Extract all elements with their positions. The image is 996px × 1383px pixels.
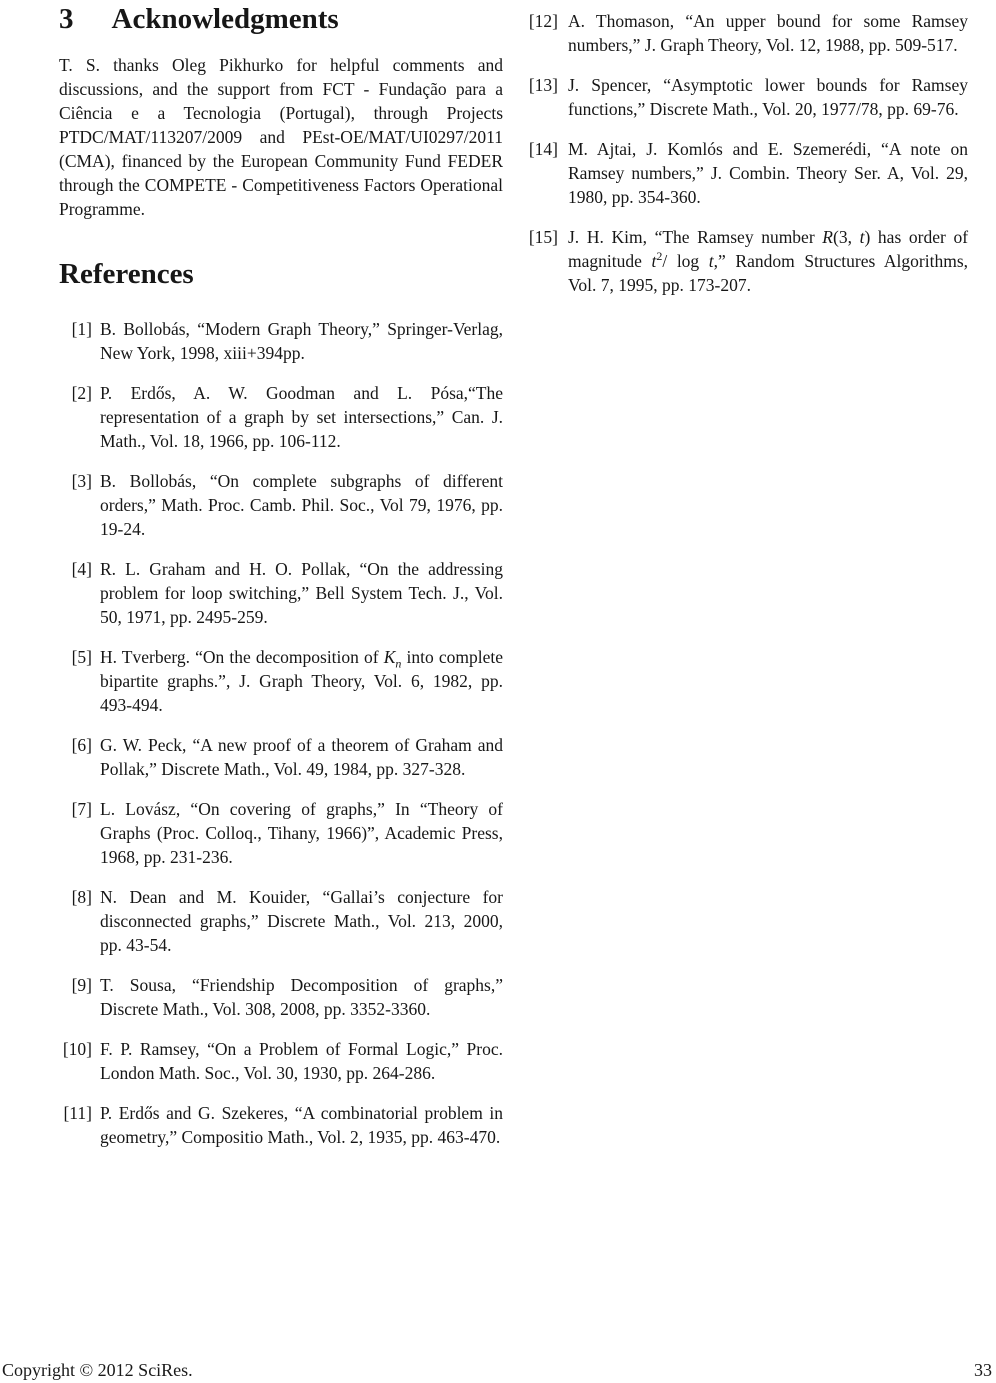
reference-item: [55, 973, 503, 1021]
reference-text: A. Thomason, “An upper bound for some Ramsey numbers,” J. Graph Theory, Vol. 12, 1988, pp. 509-517.: [568, 11, 968, 55]
reference-item: [55, 469, 503, 541]
reference-item: [55, 1101, 503, 1149]
section-title: Acknowledgments: [111, 3, 339, 35]
reference-item: [55, 317, 503, 365]
reference-label: [7]: [71, 798, 92, 819]
reference-text: M. Ajtai, J. Komlós and E. Szemerédi, “A note on Ramsey numbers,” J. Combin. Theory Ser. A, Vol. 29, 1980, pp. 354-360.: [568, 139, 968, 207]
copyright-text: Copyright © 2012 SciRes.: [2, 1360, 193, 1380]
reference-label: [15]: [528, 227, 558, 247]
reference-text: N. Dean and M. Kouider, “Gallai’s conjecture for disconnected graphs,” Discrete Math., Vol. 213, 2000, pp. 43-54.: [100, 886, 503, 955]
reference-label: [5]: [71, 646, 92, 667]
reference-label: [1]: [71, 318, 92, 339]
reference-item: [520, 9, 968, 57]
reference-text: J. Spencer, “Asymptotic lower bounds for Ramsey functions,” Discrete Math., Vol. 20, 1977/78, pp. 69-76.: [568, 75, 968, 119]
reference-item: [55, 797, 503, 869]
reference-text: P. Erdős and G. Szekeres, “A combinatorial problem in geometry,” Compositio Math., Vol. 2, 1935, pp. 463-470.: [100, 1102, 503, 1147]
section-number: 3: [59, 3, 74, 35]
reference-label: [4]: [71, 558, 92, 579]
acknowledgments-paragraph: T. S. thanks Oleg Pikhurko for helpful comments and discussions, and the support from FCT - Fundação para a Ciência e a Tecnologia (Portugal), through Projects PTDC/MAT/113207/2009 and PEst-OE/MAT/UI0297/2011 (CMA), financed by the European Community Fund FEDER through the COMPETE - Competitiveness Factors Operational Programme.: [59, 54, 503, 219]
reference-text: J. H. Kim, “The Ramsey number R(3, t) has order of magnitude $t^2/$ log t,” Random Structures Algorithms, Vol. 7, 1995, pp. 173-207.: [568, 227, 969, 295]
reference-text: P. Erdős, A. W. Goodman and L. Pósa,“The representation of a graph by set intersections,” Can. J. Math., Vol. 18, 1966, pp. 106-112.: [100, 382, 503, 451]
page-footer: [2, 1360, 992, 1380]
reference-item: [520, 225, 968, 297]
reference-text: R. L. Graham and H. O. Pollak, “On the addressing problem for loop switching,” Bell System Tech. J., Vol. 50, 1971, pp. 2495-259.: [100, 558, 503, 627]
reference-label: [12]: [528, 11, 558, 31]
two-column-layout: [59, 4, 968, 1165]
reference-text: T. Sousa, “Friendship Decomposition of graphs,” Discrete Math., Vol. 308, 2008, pp. 3352-3360.: [100, 974, 503, 1019]
reference-item: [55, 557, 503, 629]
reference-list-right: [520, 9, 968, 297]
reference-list-left: [59, 317, 503, 1149]
reference-item: [55, 885, 503, 957]
reference-item: [55, 645, 503, 717]
reference-label: [10]: [62, 1038, 92, 1059]
right-column: [520, 4, 968, 313]
reference-text: L. Lovász, “On covering of graphs,” In “Theory of Graphs (Proc. Colloq., Tihany, 1966)”, Academic Press, 1968, pp. 231-236.: [100, 798, 503, 867]
reference-text: F. P. Ramsey, “On a Problem of Formal Logic,” Proc. London Math. Soc., Vol. 30, 1930, pp. 264-286.: [100, 1038, 503, 1083]
reference-text: H. Tverberg. “On the decomposition of $K_n$ into complete bipartite graphs.”, J. Graph Theory, Vol. 6, 1982, pp. 493-494.: [100, 646, 503, 715]
reference-label: [9]: [71, 974, 92, 995]
reference-label: [13]: [528, 75, 558, 95]
page-number: 33: [974, 1360, 992, 1380]
reference-label: [11]: [63, 1102, 92, 1123]
reference-text: B. Bollobás, “On complete subgraphs of different orders,” Math. Proc. Camb. Phil. Soc., Vol 79, 1976, pp. 19-24.: [100, 470, 503, 539]
reference-item: [520, 137, 968, 209]
reference-item: [55, 733, 503, 781]
reference-item: [55, 381, 503, 453]
left-column: [59, 4, 503, 1165]
reference-label: [2]: [71, 382, 92, 403]
reference-text: G. W. Peck, “A new proof of a theorem of Graham and Pollak,” Discrete Math., Vol. 49, 1984, pp. 327-328.: [100, 734, 503, 779]
reference-text: B. Bollobás, “Modern Graph Theory,” Springer-Verlag, New York, 1998, xiii+394pp.: [100, 318, 503, 363]
reference-label: [8]: [71, 886, 92, 907]
reference-item: [55, 1037, 503, 1085]
reference-label: [6]: [71, 734, 92, 755]
reference-item: [520, 73, 968, 121]
reference-label: [14]: [528, 139, 558, 159]
references-heading: References: [59, 257, 194, 290]
acknowledgments-heading: [59, 4, 503, 36]
reference-label: [3]: [71, 470, 92, 491]
